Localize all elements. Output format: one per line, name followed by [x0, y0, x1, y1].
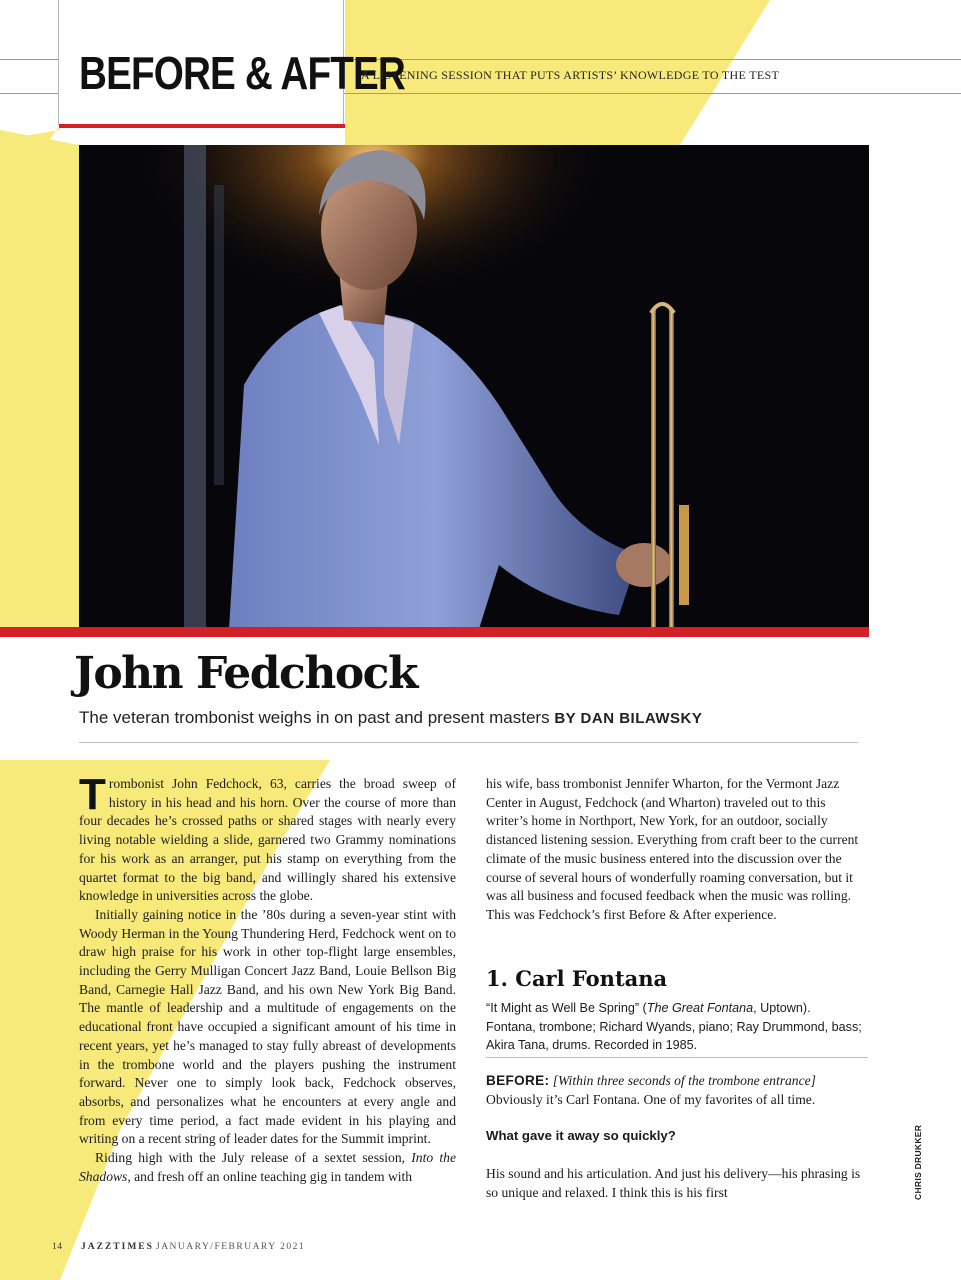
header-red-underline	[59, 124, 345, 128]
track-title: “It Might as Well Be Spring” (	[486, 1001, 647, 1015]
paragraph-4: his wife, bass trombonist Jennifer Wharton, for the Vermont Jazz Center in August, Fedchock (and Wharton) traveled out to this writer’s home in Northport, New York, for an outdoor, socially distanced listening session. Everything from craft beer to the current climate of the music business entered into the discussion over the course of several hours of wonderfully roaming conversation, but it was all business and focused feedback when the music was rolling. This was Fedchock’s first Before & After experience.	[486, 776, 859, 922]
issue-date: JANUARY/FEBRUARY 2021	[156, 1242, 306, 1252]
track-info	[486, 999, 868, 1055]
listening-section-title: 1. Carl Fontana	[486, 966, 668, 991]
section-title: BEFORE & AFTER	[79, 47, 405, 99]
track-label: , Uptown).	[753, 1001, 811, 1015]
before-text: Obviously it’s Carl Fontana. One of my favorites of all time.	[486, 1091, 816, 1107]
before-response	[486, 1072, 868, 1109]
photo-credit: CHRIS DRUKKER	[913, 1124, 923, 1200]
dek-text: The veteran trombonist weighs in on past and present masters	[79, 708, 550, 727]
feature-photo	[79, 145, 869, 629]
body-column-right	[486, 775, 868, 925]
article-dek	[79, 708, 702, 728]
paragraph-1	[79, 770, 456, 906]
paragraph-3-end: , and fresh off an online teaching gig in tandem with	[127, 1168, 413, 1184]
magazine-name: JAZZTIMES	[81, 1242, 154, 1252]
paragraph-3-start: Riding high with the July release of a sextet session,	[95, 1150, 406, 1166]
page-number: 14	[52, 1242, 63, 1252]
dek-rule	[79, 742, 858, 743]
section-header-box	[58, 0, 405, 125]
track-personnel: Fontana, trombone; Richard Wyands, piano; Ray Drummond, bass; Akira Tana, drums. Recorded in 1985.	[486, 1019, 862, 1052]
album-title: Into the Shadows	[79, 1150, 456, 1184]
track-rule	[486, 1057, 868, 1058]
article-headline: John Fedchock	[74, 648, 417, 699]
paragraph-3	[79, 1149, 456, 1186]
before-note: [Within three seconds of the trombone entrance]	[552, 1073, 816, 1088]
paragraph-2: Initially gaining notice in the ’80s during a seven-year stint with Woody Herman in the Young Thundering Herd, Fedchock went on to draw high praise for his work in other top-flight large ensembles, including the Gerry Mulligan Concert Jazz Band, Louie Bellson Big Band, Carnegie Hall Jazz Band, and his own New York Big Band. The mantle of leadership and a multitude of engagements on the educational front have occupied a significant amount of his time in recent years, yet he’s managed to stay fully abreast of developments in the trombone world and the players pushing the instrument forward. Never one to simply look back, Fedchock observes, absorbs, and personalizes what he encounters at every angle and from every time period, a fact made evident in his playing and writing on a recent string of leader dates for the Summit imprint.	[79, 906, 456, 1147]
photo-red-bar	[0, 627, 869, 637]
byline: BY DAN BILAWSKY	[554, 710, 703, 727]
body-column-left	[79, 770, 456, 1186]
before-label: BEFORE:	[486, 1073, 550, 1088]
track-album: The Great Fontana	[646, 1001, 754, 1015]
interview-answer: His sound and his articulation. And just his delivery—his phrasing is so unique and relaxed. I think this is his first	[486, 1166, 861, 1200]
paragraph-1-text: rombonist John Fedchock, 63, carries the broad sweep of history in his head and his horn. Over the course of more than four decades he’s crossed paths or shared stages with nearly every living notable wielding a slide, garnered two Grammy nominations for his work as an arranger, put his stamp on everything from the quartet format to the big band, and willingly shared his extensive knowledge in universities across the globe.	[79, 776, 456, 904]
drop-cap: T	[79, 770, 106, 819]
interview-question: What gave it away so quickly?	[486, 1128, 676, 1143]
section-tagline: A LISTENING SESSION THAT PUTS ARTISTS’ KNOWLEDGE TO THE TEST	[361, 68, 780, 82]
